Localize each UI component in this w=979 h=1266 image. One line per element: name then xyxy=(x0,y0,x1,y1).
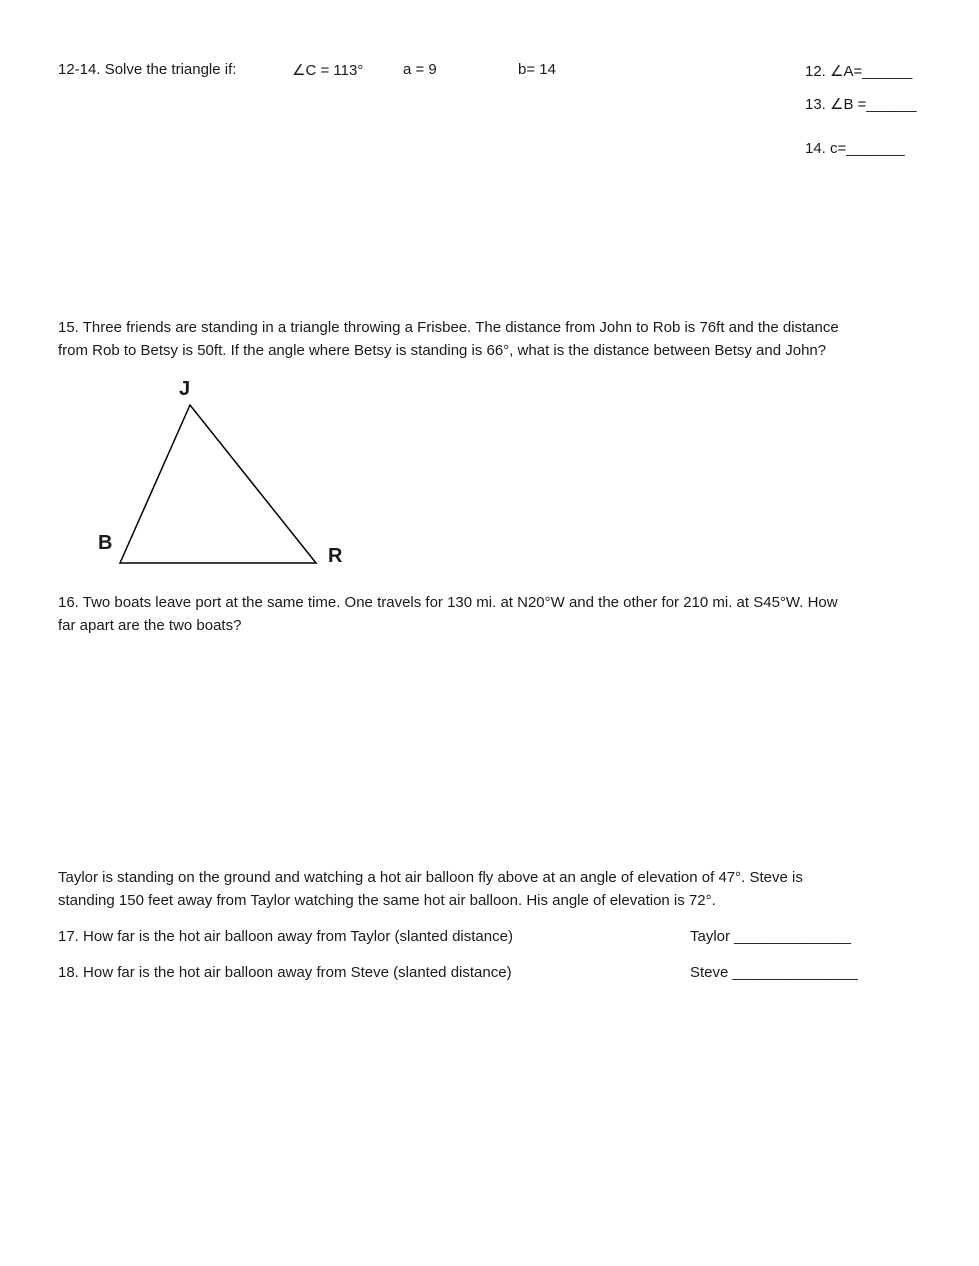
q17-answer-blank: Taylor ______________ xyxy=(690,928,851,945)
q16-line-2: far apart are the two boats? xyxy=(58,617,242,634)
answer-13-blank: 13. ∠B =______ xyxy=(805,96,917,113)
balloon-intro xyxy=(58,866,928,912)
balloon-intro-line-2: standing 150 feet away from Taylor watching the same hot air balloon. His angle of elevation is 72°. xyxy=(58,892,716,909)
q16-text xyxy=(58,591,928,637)
answer-14-blank: 14. c=_______ xyxy=(805,140,905,157)
q16-line-1: 16. Two boats leave port at the same time. One travels for 130 mi. at N20°W and the other for 210 mi. at S45°W. How xyxy=(58,594,838,611)
given-angle-c: ∠C = 113° xyxy=(292,62,364,79)
given-side-b: b= 14 xyxy=(518,61,556,78)
q17-text: 17. How far is the hot air balloon away from Taylor (slanted distance) xyxy=(58,928,513,945)
q15-line-2: from Rob to Betsy is 50ft. If the angle where Betsy is standing is 66°, what is the distance between Betsy and John? xyxy=(58,342,827,359)
balloon-intro-line-1: Taylor is standing on the ground and watching a hot air balloon fly above at an angle of elevation of 47°. Steve is xyxy=(58,869,803,886)
q15-line-1: 15. Three friends are standing in a triangle throwing a Frisbee. The distance from John to Rob is 76ft and the distance xyxy=(58,319,839,336)
triangle-jbr xyxy=(120,405,316,563)
vertex-label-r: R xyxy=(328,545,343,567)
q12-14-prompt: 12-14. Solve the triangle if: xyxy=(58,61,237,78)
answer-12-blank: 12. ∠A=______ xyxy=(805,63,913,80)
vertex-label-b: B xyxy=(98,532,113,554)
given-side-a: a = 9 xyxy=(403,61,437,78)
vertex-label-j: J xyxy=(179,378,191,400)
q18-text: 18. How far is the hot air balloon away from Steve (slanted distance) xyxy=(58,964,512,981)
q18-answer-blank: Steve _______________ xyxy=(690,964,858,981)
